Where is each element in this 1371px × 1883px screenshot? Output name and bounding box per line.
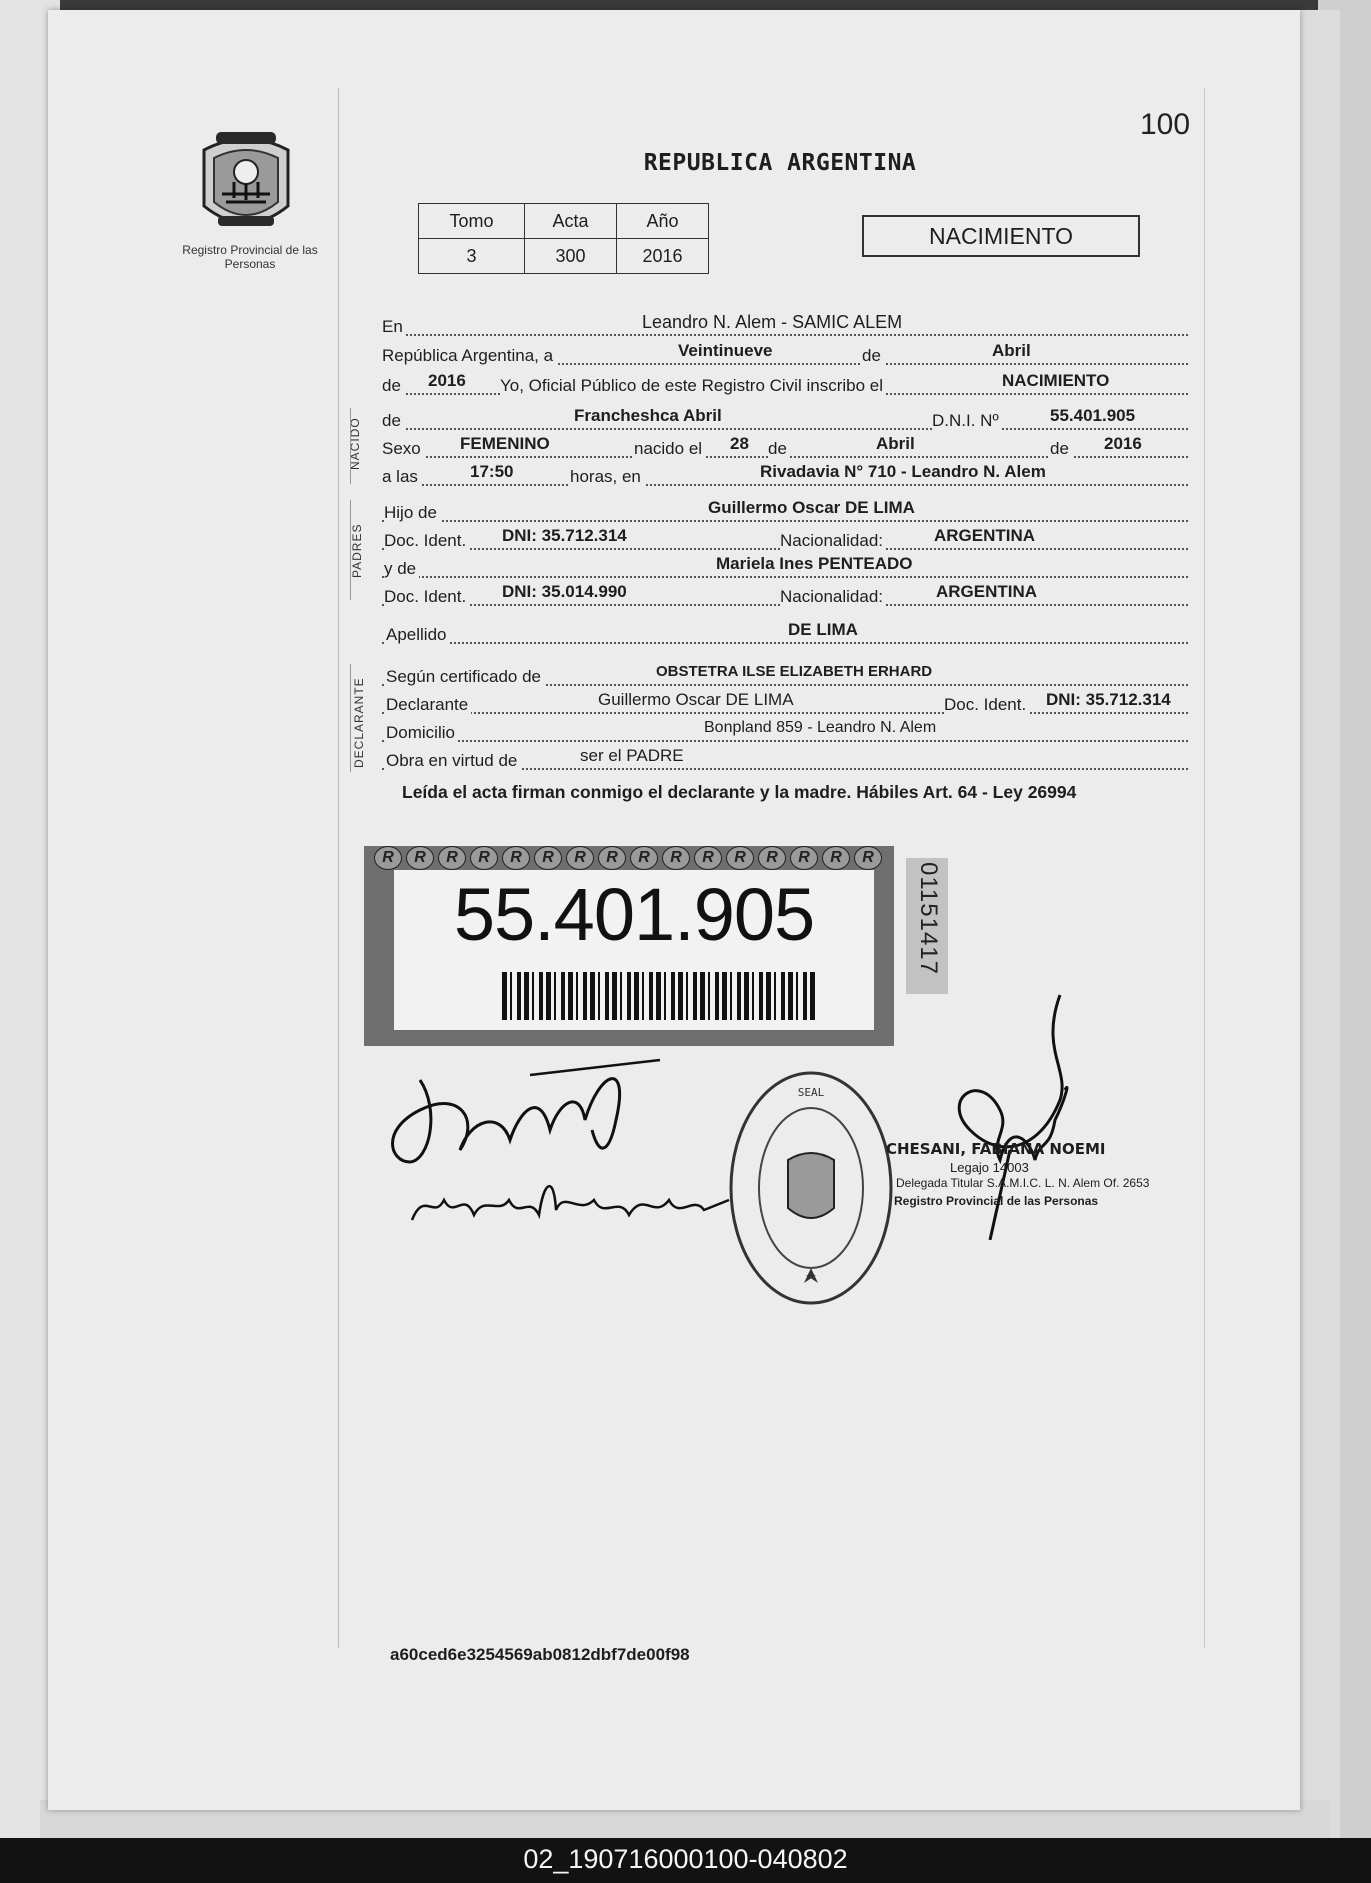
r-mark: R <box>470 846 498 870</box>
nombre-value: Francheshca Abril <box>574 406 722 425</box>
left-margin-line <box>338 88 339 1648</box>
doc2-label: Doc. Ident. <box>384 584 469 610</box>
nac2-label: Nacionalidad: <box>780 584 886 610</box>
de2-label: de <box>382 373 404 399</box>
page-number: 100 <box>1140 108 1191 141</box>
section-label-declarante: DECLARANTE <box>352 677 366 768</box>
r-mark: R <box>726 846 754 870</box>
domicilio-value: Bonpland 859 - Leandro N. Alem <box>704 719 937 736</box>
republica-label: República Argentina, a <box>382 343 556 369</box>
nacido-dia: 28 <box>730 434 749 453</box>
form-row-doc2 <box>382 584 1188 610</box>
table-header-acta: Acta <box>525 204 617 239</box>
apellido-value: DE LIMA <box>788 620 858 639</box>
r-mark: R <box>566 846 594 870</box>
dni-label-area <box>394 870 874 1030</box>
registry-seal-icon <box>726 1068 896 1308</box>
nacido-anio: 2016 <box>1104 434 1142 453</box>
nac1-label: Nacionalidad: <box>780 528 886 554</box>
r-mark: R <box>598 846 626 870</box>
de3-label: de <box>768 436 790 462</box>
side-code-sticker <box>906 858 948 994</box>
declarante-label: Declarante <box>386 692 471 718</box>
dni-label: D.N.I. Nº <box>932 408 1002 434</box>
svg-text:SEAL: SEAL <box>797 1086 825 1099</box>
nac2-value: ARGENTINA <box>936 582 1038 601</box>
legal-statement: Leída el acta firman conmigo el declarante y la madre. Hábiles Art. 64 - Ley 26994 <box>402 782 1077 802</box>
document-title: REPUBLICA ARGENTINA <box>643 150 917 176</box>
side-code: 01151417 <box>915 862 942 975</box>
de4-label: de <box>1050 436 1072 462</box>
nombre-label: de <box>382 408 404 434</box>
form-row-obra <box>382 748 1188 774</box>
acta-type-box: NACIMIENTO <box>862 215 1140 257</box>
r-mark: R <box>854 846 882 870</box>
form-row-en <box>382 314 1188 340</box>
padre-value: Guillermo Oscar DE LIMA <box>708 498 915 517</box>
form-row-apellido <box>382 622 1188 648</box>
alas-label: a las <box>382 464 421 490</box>
officer-registro: Registro Provincial de las Personas <box>894 1194 1099 1208</box>
obra-label: Obra en virtud de <box>386 748 520 774</box>
officer-role: Delegada Titular S.A.M.I.C. L. N. Alem Of. 2653 <box>896 1176 1150 1190</box>
section-divider <box>350 664 361 772</box>
madre-value: Mariela Ines PENTEADO <box>716 554 913 573</box>
hora-value: 17:50 <box>470 462 514 481</box>
doc1-label: Doc. Ident. <box>384 528 469 554</box>
doc1-value: DNI: 35.712.314 <box>502 526 627 545</box>
form-row-fecha <box>382 343 1188 369</box>
hijo-label: Hijo de <box>384 500 440 526</box>
sexo-label: Sexo <box>382 436 424 462</box>
nacido-mes: Abril <box>876 434 915 453</box>
registro-provincial-label: Registro Provincial de las Personas <box>182 243 318 271</box>
r-mark: R <box>694 846 722 870</box>
r-mark: R <box>374 846 402 870</box>
tomo-value: 3 <box>419 239 525 274</box>
table-header-anio: Año <box>617 204 709 239</box>
en-value: Leandro N. Alem - SAMIC ALEM <box>642 312 903 332</box>
r-mark: R <box>822 846 850 870</box>
obra-value: ser el PADRE <box>580 746 684 765</box>
r-mark: R <box>662 846 690 870</box>
anio-value: 2016 <box>428 371 466 390</box>
section-label-nacido: NACIDO <box>348 417 362 470</box>
cert-value: OBSTETRA ILSE ELIZABETH ERHARD <box>656 663 933 680</box>
declarante-signature-icon <box>380 1050 670 1182</box>
r-mark: R <box>502 846 530 870</box>
mes-value: Abril <box>992 341 1031 360</box>
security-strip <box>364 846 894 870</box>
footer-file-code: 02_190716000100-040802 <box>523 1844 848 1874</box>
form-row-domicilio <box>382 720 1188 746</box>
footer-bar <box>0 1838 1371 1883</box>
horas-en-label: horas, en <box>570 464 644 490</box>
background-sheet-right-inner <box>1300 10 1340 1840</box>
en-label: En <box>382 314 406 340</box>
r-mark: R <box>630 846 658 870</box>
yde-label: y de <box>384 556 419 582</box>
declarante-value: Guillermo Oscar DE LIMA <box>598 690 794 709</box>
apellido-label: Apellido <box>386 622 450 648</box>
doc3-label: Doc. Ident. <box>944 692 1029 718</box>
nac1-value: ARGENTINA <box>934 526 1036 545</box>
nacido-label: nacido el <box>634 436 705 462</box>
dia-value: Veintinueve <box>678 341 773 360</box>
barcode-icon <box>502 972 818 1020</box>
domicilio-label: Domicilio <box>386 720 458 746</box>
tipo-value: NACIMIENTO <box>1002 371 1110 390</box>
tomo-acta-table <box>418 203 709 274</box>
de-label: de <box>862 343 884 369</box>
r-mark: R <box>790 846 818 870</box>
table-row <box>419 239 709 274</box>
form-row-inscribo <box>382 373 1188 399</box>
sexo-value: FEMENINO <box>460 434 550 453</box>
officer-legajo: Legajo 14003 <box>950 1160 1029 1175</box>
provincial-crest-icon <box>196 128 296 240</box>
doc3-value: DNI: 35.712.314 <box>1046 690 1171 709</box>
r-mark: R <box>406 846 434 870</box>
section-divider <box>350 500 361 600</box>
lugar-value: Rivadavia N° 710 - Leandro N. Alem <box>760 462 1046 481</box>
r-mark: R <box>758 846 786 870</box>
cert-label: Según certificado de <box>386 664 544 690</box>
officer-name: CHESANI, FABIANA NOEMI <box>886 1140 1106 1158</box>
doc2-value: DNI: 35.014.990 <box>502 582 627 601</box>
dni-sticker <box>364 846 894 1046</box>
r-mark: R <box>438 846 466 870</box>
r-mark: R <box>534 846 562 870</box>
acta-value: 300 <box>525 239 617 274</box>
section-divider <box>350 408 361 484</box>
table-header-row <box>419 204 709 239</box>
anio-value: 2016 <box>617 239 709 274</box>
madre-signature-icon <box>404 1170 734 1230</box>
form-row-hora <box>382 464 1188 490</box>
table-header-tomo: Tomo <box>419 204 525 239</box>
right-margin-line <box>1204 88 1205 1648</box>
inscribo-label: Yo, Oficial Público de este Registro Civil inscribo el <box>500 373 886 399</box>
section-label-padres: PADRES <box>350 523 364 578</box>
document-hash: a60ced6e3254569ab0812dbf7de00f98 <box>390 1645 690 1664</box>
dni-value: 55.401.905 <box>1050 406 1136 425</box>
dni-big-number: 55.401.905 <box>453 873 815 956</box>
